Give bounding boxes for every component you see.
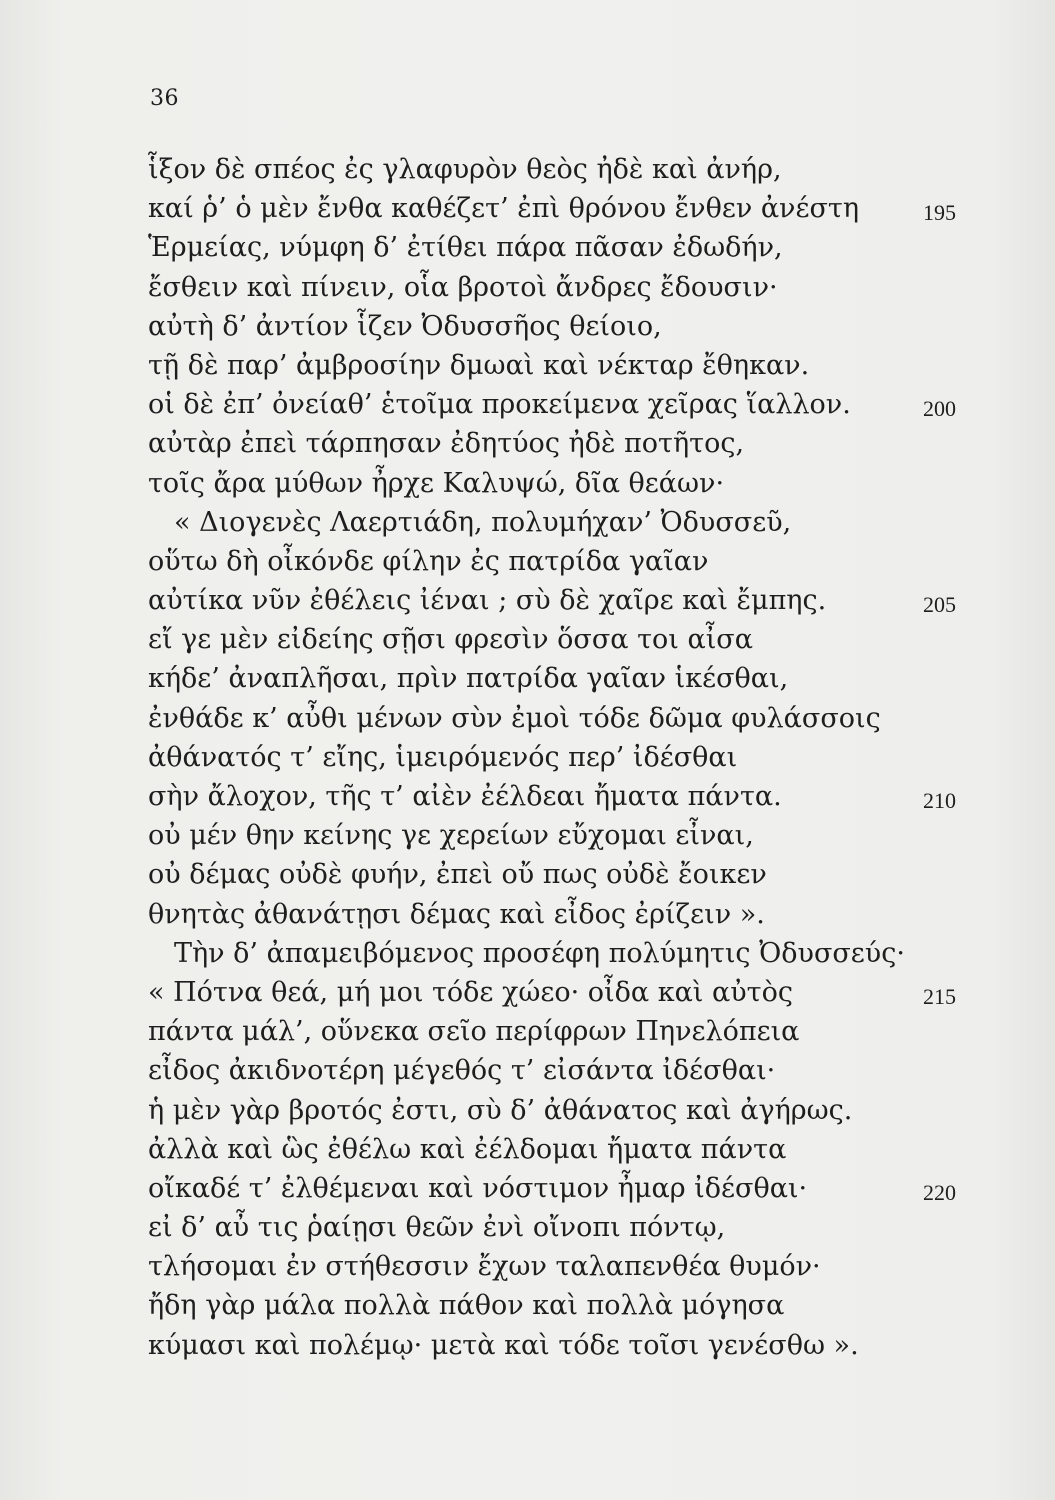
- verse-line: [148, 738, 968, 777]
- verse-line: [148, 895, 968, 934]
- verse-line: [148, 620, 968, 659]
- verse-line: [148, 464, 968, 503]
- line-number: 195: [923, 200, 956, 226]
- verse-text: Τὴν δ’ ἀπαμειβόμενος προσέφη πολύμητις Ὀδυσσεύς·: [174, 937, 905, 969]
- verse-line: [148, 1326, 968, 1365]
- verse-text: αὐτὰρ ἐπεὶ τάρπησαν ἐδητύος ἠδὲ ποτῆτος,: [148, 428, 745, 460]
- line-number: 215: [923, 983, 956, 1009]
- verse-line: [148, 659, 968, 698]
- line-number: 210: [923, 788, 956, 813]
- verse-text: οὐ μέν θην κείνης γε χερείων εὔχομαι εἶναι,: [148, 820, 754, 852]
- verse-line: [148, 855, 968, 894]
- verse-text: ἀλλὰ καὶ ὣς ἐθέλω καὶ ἐέλδομαι ἤματα πάντα: [148, 1133, 787, 1165]
- verse-line: [148, 777, 968, 816]
- verse-text: τοῖς ἄρα μύθων ἦρχε Καλυψώ, δῖα θεάων·: [148, 467, 725, 499]
- verse-line: [148, 1091, 968, 1130]
- verse-line: [148, 1130, 968, 1169]
- verse-text: ἷξον δὲ σπέος ἐς γλαφυρὸν θεὸς ἠδὲ καὶ ἀνήρ,: [148, 154, 782, 185]
- verse-line: [148, 699, 968, 738]
- verse-line: [148, 581, 968, 620]
- verse-line: [148, 1051, 968, 1090]
- verse-line: [148, 307, 968, 346]
- verse-line: [148, 150, 968, 189]
- verse-text: « Πότνα θεά, μή μοι τόδε χώεο· οἶδα καὶ αὐτὸς: [148, 976, 793, 1008]
- verse-line: [148, 189, 968, 228]
- verse-line: [148, 503, 968, 542]
- verse-line: [148, 934, 968, 973]
- verse-line: [148, 542, 968, 581]
- line-number: 205: [923, 592, 956, 618]
- verse-line: [148, 268, 968, 307]
- verse-text: θνητὰς ἀθανάτῃσι δέμας καὶ εἶδος ἐρίζειν ».: [148, 898, 765, 930]
- verse-text: « Διογενὲς Λαερτιάδη, πολυμήχαν’ Ὀδυσσεῦ,: [174, 506, 792, 538]
- verse-text: οὐ δέμας οὐδὲ φυήν, ἐπεὶ οὔ πως οὐδὲ ἔοικεν: [148, 859, 767, 891]
- verse-line: [148, 1208, 968, 1247]
- verse-text: ἤδη γὰρ μάλα πολλὰ πάθον καὶ πολλὰ μόγησα: [148, 1290, 785, 1322]
- verse-text: ἔσθειν καὶ πίνειν, οἷα βροτοὶ ἄνδρες ἔδουσιν·: [148, 271, 778, 303]
- verse-line: [148, 1012, 968, 1051]
- verse-text: Ἑρμείας, νύμφη δ’ ἐτίθει πάρα πᾶσαν ἐδωδήν,: [148, 232, 783, 264]
- verse-text: εἴ γε μὲν εἰδείης σῇσι φρεσὶν ὅσσα τοι αἶσα: [148, 624, 753, 656]
- verse-line: [148, 346, 968, 385]
- verse-text: τλήσομαι ἐν στήθεσσιν ἔχων ταλαπενθέα θυμόν·: [148, 1251, 821, 1283]
- verse-line: [148, 385, 968, 424]
- verse-line: [148, 1286, 968, 1325]
- verse-text: ἐνθάδε κ’ αὖθι μένων σὺν ἐμοὶ τόδε δῶμα φυλάσσοις: [148, 702, 881, 734]
- verse-text: κήδε’ ἀναπλῆσαι, πρὶν πατρίδα γαῖαν ἱκέσθαι,: [148, 663, 789, 695]
- verse-text: αὐτίκα νῦν ἐθέλεις ἰέναι ; σὺ δὲ χαῖρε καὶ ἔμπης.: [148, 585, 827, 617]
- verse-list: [148, 150, 968, 1365]
- verse-text: εἰ δ’ αὖ τις ῥαίῃσι θεῶν ἐνὶ οἴνοπι πόντῳ,: [148, 1212, 726, 1244]
- verse-line: [148, 816, 968, 855]
- verse-line: [148, 1169, 968, 1208]
- verse-text: κύμασι καὶ πολέμῳ· μετὰ καὶ τόδε τοῖσι γενέσθω ».: [148, 1329, 859, 1361]
- page-number: 36: [150, 86, 179, 111]
- verse-text: οἱ δὲ ἐπ’ ὀνείαθ’ ἑτοῖμα προκείμενα χεῖρας ἵαλλον.: [148, 389, 851, 421]
- line-number: 220: [923, 1179, 956, 1205]
- line-number: 200: [923, 396, 956, 422]
- verse-text: σὴν ἄλοχον, τῆς τ’ αἰὲν ἐέλδεαι ἤματα πάντα.: [148, 781, 782, 812]
- verse-text: αὐτὴ δ’ ἀντίον ἷζεν Ὀδυσσῆος θείοιο,: [148, 310, 662, 342]
- verse-text: καί ῥ’ ὁ μὲν ἔνθα καθέζετ’ ἐπὶ θρόνου ἔνθεν ἀνέστη: [148, 193, 860, 225]
- verse-text: οἴκαδέ τ’ ἐλθέμεναι καὶ νόστιμον ἦμαρ ἰδέσθαι·: [148, 1172, 808, 1204]
- verse-text: ἀθάνατός τ’ εἴης, ἱμειρόμενός περ’ ἰδέσθαι: [148, 741, 738, 773]
- verse-text: τῇ δὲ παρ’ ἀμβροσίην δμωαὶ καὶ νέκταρ ἔθηκαν.: [148, 349, 810, 381]
- verse-text: οὕτω δὴ οἶκόνδε φίλην ἐς πατρίδα γαῖαν: [148, 545, 709, 577]
- verse-line: [148, 424, 968, 463]
- verse-text: εἶδος ἀκιδνοτέρη μέγεθός τ’ εἰσάντα ἰδέσθαι·: [148, 1055, 776, 1087]
- verse-line: [148, 973, 968, 1012]
- verse-line: [148, 228, 968, 267]
- verse-text: πάντα μάλ’, οὕνεκα σεῖο περίφρων Πηνελόπεια: [148, 1016, 800, 1048]
- verse-text: ἡ μὲν γὰρ βροτός ἐστι, σὺ δ’ ἀθάνατος καὶ ἀγήρως.: [148, 1094, 853, 1126]
- verse-line: [148, 1247, 968, 1286]
